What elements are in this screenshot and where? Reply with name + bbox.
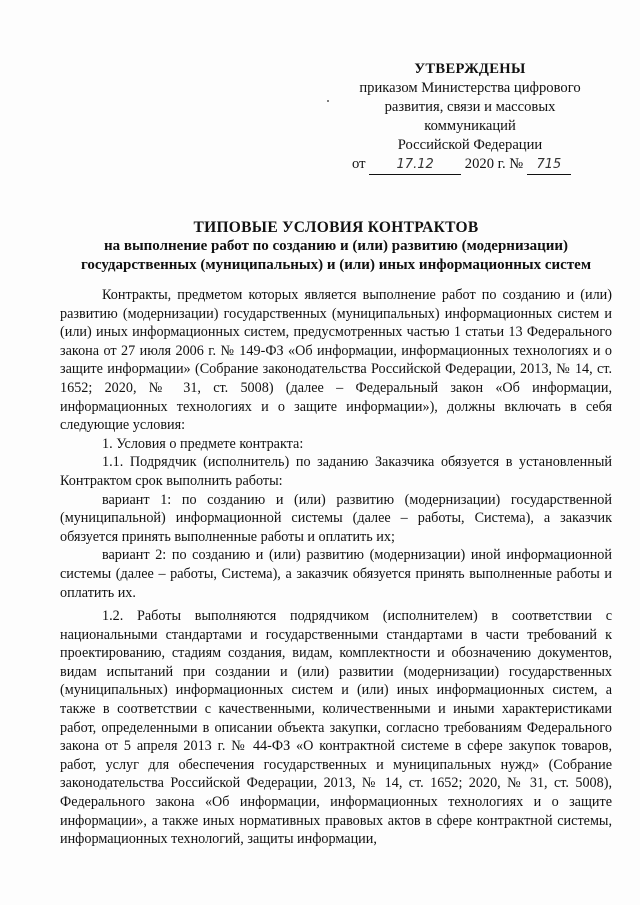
approval-block xyxy=(330,60,610,175)
document-body xyxy=(60,286,612,849)
document-title xyxy=(60,218,612,275)
paragraph-clause-1-1: 1.1. Подрядчик (исполнитель) по заданию Заказчика обязуется в установленный Контрактом срок выполнить работы: xyxy=(60,454,612,489)
scan-speck xyxy=(327,100,329,102)
approval-heading: УТВЕРЖДЕНЫ xyxy=(414,61,526,77)
approval-line-3: коммуникаций xyxy=(424,118,516,134)
approval-line-4: Российской Федерации xyxy=(397,137,543,153)
year-text: 2020 г. № xyxy=(464,156,524,172)
handwritten-number: 715 xyxy=(527,155,571,175)
paragraph-intro: Контракты, предметом которых является выполнение работ по созданию и (или) развитию (модернизации) государственных (муниципальных) информационных систем и (или) иных информационных систем, предусмотренных частью 1 статьи 13 Федерального закона от 27 июля 2006 г. № 149-ФЗ «Об информации, информационных технологиях и о защите информации» (Собрание законодательства Российской Федерации, 2013, № 14, ст. 1652; 2020, № 31, ст. 5008) (далее – Федеральный закон «Об информации, информационных технологиях и о защите информации»), должны включать в себя следующие условия: xyxy=(60,287,612,434)
handwritten-date: 17.12 xyxy=(369,155,461,175)
title-subtitle: на выполнение работ по созданию и (или) развитию (модернизации) государственных (муниципальных) и (или) иных информационных систем xyxy=(80,238,592,273)
paragraph-section-1: 1. Условия о предмете контракта: xyxy=(102,435,304,452)
title-main: ТИПОВЫЕ УСЛОВИЯ КОНТРАКТОВ xyxy=(193,219,479,236)
approval-line-1: приказом Министерства цифрового xyxy=(359,80,581,96)
paragraph-clause-1-2: 1.2. Работы выполняются подрядчиком (исполнителем) в соответствии с национальными стандартами и государственными стандартами в части требований к проектированию, стадиям создания, видам, комплектности и обозначению документов, видам испытаний при создании и (или) развитии (модернизации) государственных (муниципальных) информационных систем и (или) иных информационных систем, а также в соответствии с качественными, количественными и иными характеристиками работ, определенными в описании объекта закупки, согласно требованиям Федерального закона от 5 апреля 2013 г. № 44-ФЗ «О контрактной системе в сфере закупок товаров, работ, услуг для обеспечения государственных и муниципальных нужд» (Собрание законодательства Российской Федерации, 2013, № 14, ст. 1652; 2020, № 31, ст. 5008), Федерального закона «Об информации, информационных технологиях и о защите информации», а также иных нормативных правовых актов в сфере контрактной системы, информационных технологий, защиты информации, xyxy=(60,608,612,848)
paragraph-variant-2: вариант 2: по созданию и (или) развитию (модернизации) иной информационной системы (далее – работы, Система), а заказчик обязуется принять выполненные работы и оплатить их. xyxy=(60,547,612,601)
from-label: от xyxy=(352,156,366,172)
approval-line-2: развития, связи и массовых xyxy=(384,99,556,115)
paragraph-variant-1: вариант 1: по созданию и (или) развитию (модернизации) государственной (муниципальной) информационной системы (далее – работы, Система), а заказчик обязуется принять выполненные работы и оплатить их; xyxy=(60,491,612,545)
order-date-number xyxy=(330,155,610,175)
